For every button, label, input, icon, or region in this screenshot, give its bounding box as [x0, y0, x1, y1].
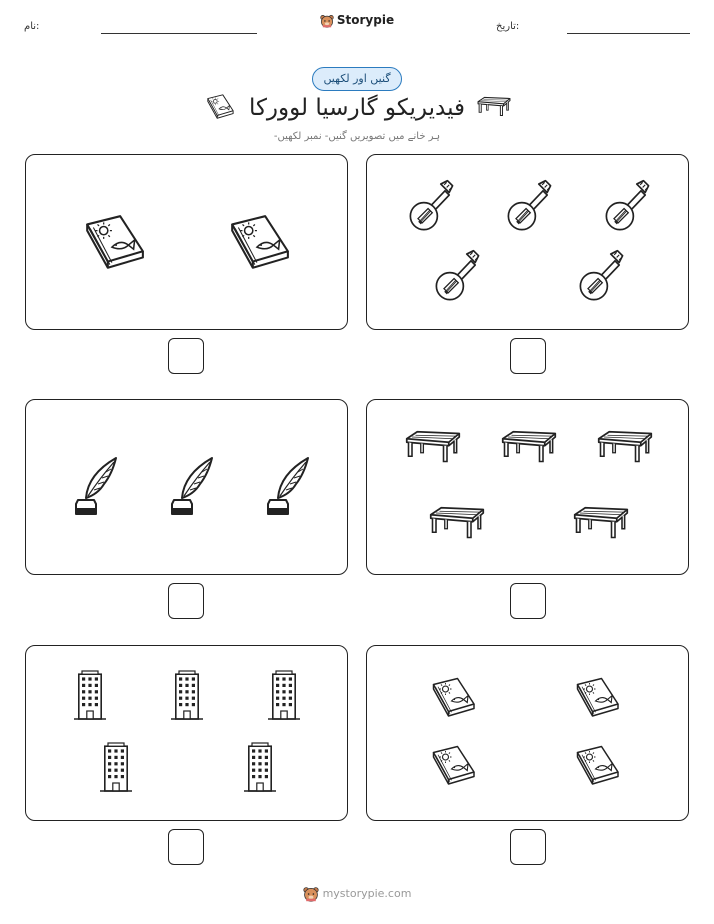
- mandolin-icon: [603, 179, 657, 233]
- name-label: نام:: [24, 21, 40, 32]
- table-icon: [573, 506, 629, 541]
- panel-middle-right: [366, 399, 689, 575]
- answer-box-middle-right[interactable]: [510, 583, 546, 619]
- table-icon: [477, 96, 511, 118]
- book-icon: [573, 674, 621, 722]
- name-line[interactable]: [101, 33, 257, 34]
- building-icon: [244, 738, 276, 796]
- date-label: تاریخ:: [496, 21, 520, 32]
- building-icon: [171, 666, 203, 724]
- table-icon: [429, 506, 485, 541]
- mandolin-icon: [505, 179, 559, 233]
- answer-box-top-left[interactable]: [168, 338, 204, 374]
- book-icon: [429, 674, 477, 722]
- quill-inkwell-icon: [160, 454, 224, 518]
- book-icon: [573, 742, 621, 790]
- answer-box-middle-left[interactable]: [168, 583, 204, 619]
- book-icon: [429, 742, 477, 790]
- answer-box-top-right[interactable]: [510, 338, 546, 374]
- page-title: فیدیریکو گارسیا لوورکا: [248, 95, 466, 121]
- brand-logo: [0, 13, 714, 28]
- mandolin-icon: [577, 249, 631, 303]
- book-icon: [81, 210, 147, 276]
- answer-box-bottom-right[interactable]: [510, 829, 546, 865]
- panel-top-right: [366, 154, 689, 330]
- task-badge: گنیں اور لکھیں: [312, 67, 402, 91]
- building-icon: [100, 738, 132, 796]
- footer: [0, 886, 714, 902]
- table-icon: [405, 430, 461, 465]
- table-icon: [597, 430, 653, 465]
- panel-middle-left: [25, 399, 348, 575]
- panel-top-left: [25, 154, 348, 330]
- mandolin-icon: [407, 179, 461, 233]
- bear-logo-icon: [320, 14, 334, 28]
- date-line[interactable]: [567, 33, 690, 34]
- instructions: ہر خانے میں تصویریں گنیں- نمبر لکھیں-: [273, 131, 441, 142]
- book-icon: [226, 210, 292, 276]
- table-icon: [501, 430, 557, 465]
- brand-name: Storypie: [336, 13, 395, 27]
- mandolin-icon: [433, 249, 487, 303]
- building-icon: [74, 666, 106, 724]
- quill-inkwell-icon: [256, 454, 320, 518]
- quill-inkwell-icon: [64, 454, 128, 518]
- answer-box-bottom-left[interactable]: [168, 829, 204, 865]
- panel-bottom-left: [25, 645, 348, 821]
- building-icon: [268, 666, 300, 724]
- panel-bottom-right: [366, 645, 689, 821]
- bear-logo-icon: [303, 886, 319, 902]
- footer-url[interactable]: mystorypie.com: [322, 887, 412, 900]
